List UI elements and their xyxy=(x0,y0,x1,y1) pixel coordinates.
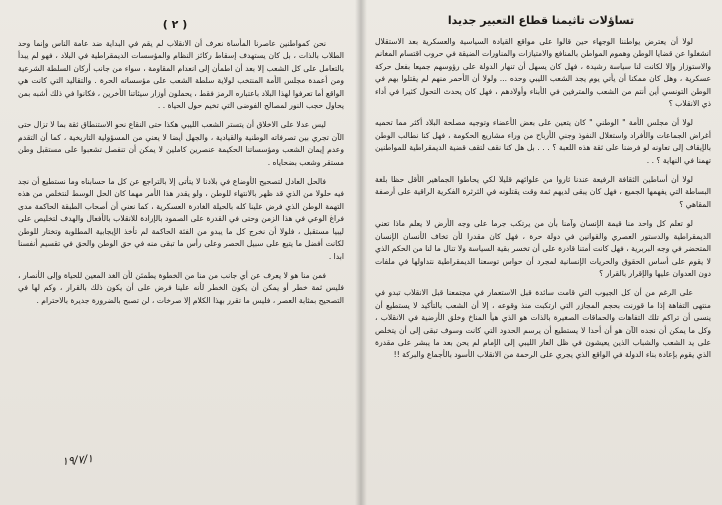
right-paragraph-1: لولا أن يعترض يواطننا الوجهاء حين قالوا على مواقع القيادة السياسية والعسكرية بعد الاستقلال انشغلوا عن قضايا الوطن وهموم المواطن بالمنافع والامتيازات والمناورات الضيقة في حروب اقتسام المغانم والاستوزار وإلا لكانت لنا سياسة رشيدة ، فهل كان يسهل أن تنهار الدولة على رؤوسهم جميعا بفعل حركة عسكرية ، وهل كان ممكنا أن يأتي يوم يجد الشعب الليبي وحده ... ولولا أن الأحمر منهم لم يقتلوا بهم في الوطن التونسي أين أنتم من الشعب والمترفين في الأبناء وأولادهم ، فهل كان يحدث التحول كثيرا في أداء ذي الانقلاب ؟ xyxy=(375,37,711,109)
right-paragraph-4: لو تعلم كل واحد منا قيمة الإنسان وآمنا بأن من يرتكب جرما على وجه الأرض لا يعلم ماذا تعني الديمقراطية والدستور العصري والقوانين في دولة حرة ، فهل كان مقدرا لأن تخاف الأنسان الإنسان المتحضر في وجه البربرية ، فهل كانت أمتنا قادرة على أن تخسر بقية السياسة ولا تنال ما لنا من الحكم الذي لا يقوم على أساس الحقوق والحريات الإنسانية لمجرد أن حواس توسعنا الديمقراطية نتداولها في ملفات دون العدوان عليها والإقرار بالقرار ؟ xyxy=(375,219,711,278)
left-page-body xyxy=(18,38,344,314)
page-number: ( ٢ ) xyxy=(162,18,188,31)
handwritten-date: ١٩/٧/١ xyxy=(61,451,94,469)
right-paragraph-3: لولا أن أساطين الثقافة الرفيعة عندنا ثاروا من علوائهم قليلا لكي يحاطوا الجماهير الأقل حظا بلغة البساطة التي يفهمها الجميع ، فهل كان يبقى لديهم ثمة وقت يقتلونه في الثرثرة الفكرية الراقية على أرصفة المقاهي ؟ xyxy=(375,175,711,209)
left-paragraph-2: ليس عدلا على الاخلاق أن يتستر الشعب الليبي هكذا حتى النقاع نحو الاستنطاق ثقة بما لا تزال حتى الآن تجري بين تصرفاته الوطنية والقيادية ، والجهل أيضا لا يعني من المسؤولية التاريخية ، كما أن التقدم وعدم إيمان الشعب ومؤسساتنا الحكيمة عنصرين كاملين لا يمكن أن تنفصل تشعبوا على مستقبل وطن مستقر وشعب بضحاياه . xyxy=(18,120,344,167)
left-paragraph-4: فمن منا هو لا يعرف عن أي جانب من منا من الخطوة يطمئن لأن الغد المعين للحياة وإلى الأنصار ، فليس ثمة خطر أو يمكن أن يكون الخطر لأنه علينا فرض على أن يكون ذلك بالقرار ، وكم لها في التصحيح بمثابة العصر ، فليس ما تقرر بهذا الكلام إلا صرخات ، لن تصبح بالضرورة جديرة بالاحترام . xyxy=(18,270,344,305)
right-page xyxy=(361,0,722,505)
page-header-title: تساؤلات تاثيمنا قطاع التعبير جديدا xyxy=(447,14,635,27)
left-paragraph-1: نحن كمواطنين عاصرنا المأساة نعرف أن الانقلاب لم يقم في البداية ضد عامة الناس وإنما وحد الطلاب بالذات ، بل كان يستهدف إسقاط ركائز النظام والمؤسسات الديمقراطية في البلاد ، فهو لم يبدأ بالتعامل على كل الشعب إلا بعد أن اطمأن إلى انعدام المقاومة ، سواء من جانب أركان السلطة الشرعية ومن أعمدة مجلس الأمة المنتخب لولاية سلطة الشعب على مؤسساته الحرة . والتقاليد التي كانت هي الواقع أما تعرفوا لهذا البلاد باعتباره الرمز فقط ، يحملون أوزار سيئاتنا الأخرين ، فكانوا في ذلك أشبه بمن يحاول حجب النور لمصالح الفوضى التي تخيم حول الحياة . . xyxy=(18,39,344,111)
left-paragraph-3: فالحل العادل لتصحيح الأوضاع في بلادنا لا يتأتى إلا بالتراجع عن كل ما حسابناه وما نستطيع أن نجد فيه حلولا من الذي قد ظهر بالانتهاء للوطن ، ولو يقدر هذا الأمر مهما كان الحل الوسط لنتخلص من هذه التهمة الوطن الذي فرض علينا كله بالحيلة الغادرة العسكرية ، كما نعني أن أصحاب الطبقة الحاكمة مدى فراغ الوعي في هذا الزمن وحتى في القدرة على الصمود بالإرادة للانقلاب بالأفعال والهدف لتخليص على ليبيا مستقبل ، فلولا أن نخرج كل ما يبدو من الفئة الحاكمة لم تأخذ الإيجابية المطلوبة وتختار للوطن لكانت أفضل ما يتبع على سبيل الحصر وعلى رأس ما تبقى منه في حق الوطن والحق في تقسيم أنفسنا ابدا . xyxy=(18,177,344,261)
right-paragraph-2: لولا أن مجلس الأمة " الوطني " كان يتعين على بعض الأعضاء وتوجيه مصلحة البلاد أكثر مما تحميه أغراض الجماعات والأفراد واستغلال النفوذ وجني الأرباح من وراء مشاريع الحكومة ، فهل كنا نطالب الوطن بالإيقاف إلى تعاونه لو فرضنا على ثقة هذه اللعبة ؟ . . . بل هل كنا نقف لتقف قضية الديمقراطية للمواطنين تهمنا في النهاية ؟ . . xyxy=(375,118,711,165)
right-page-body xyxy=(375,36,711,369)
right-paragraph-5: على الرغم من أن كل الجيوب التي قامت سائدة قبل الاستعمار في مجتمعنا قبل الانقلاب تبدو في منتهى التفاهة إذا ما قورنت بحجم المجازر التي ارتكبت منذ وقوعه ، إلا أن الشعب بالتأكيد لا يستطيع أن ينسى أن تراكم تلك التفاهات والحماقات الصغيرة بالذات هو الذي هيأ المناخ وخلق الأرضية في الانقلاب ، وكل ما يمكن أن نجده الآن هو أن أحدا لا يستطيع أن يرسم الحدود التي كانت وسوف تبقى إلى أن يتخلص على يد الشعب والشباب الذين يعيشون في ظل العار الليبي إلى الإمام لم يحن بعد ما يبشر على مقدرة الذي يقوم بإعادة بناء الدولة في الواقع الذي يجري على الرحمة من الانقلاب الأسود بالأجماع والبركة !! xyxy=(375,288,711,360)
